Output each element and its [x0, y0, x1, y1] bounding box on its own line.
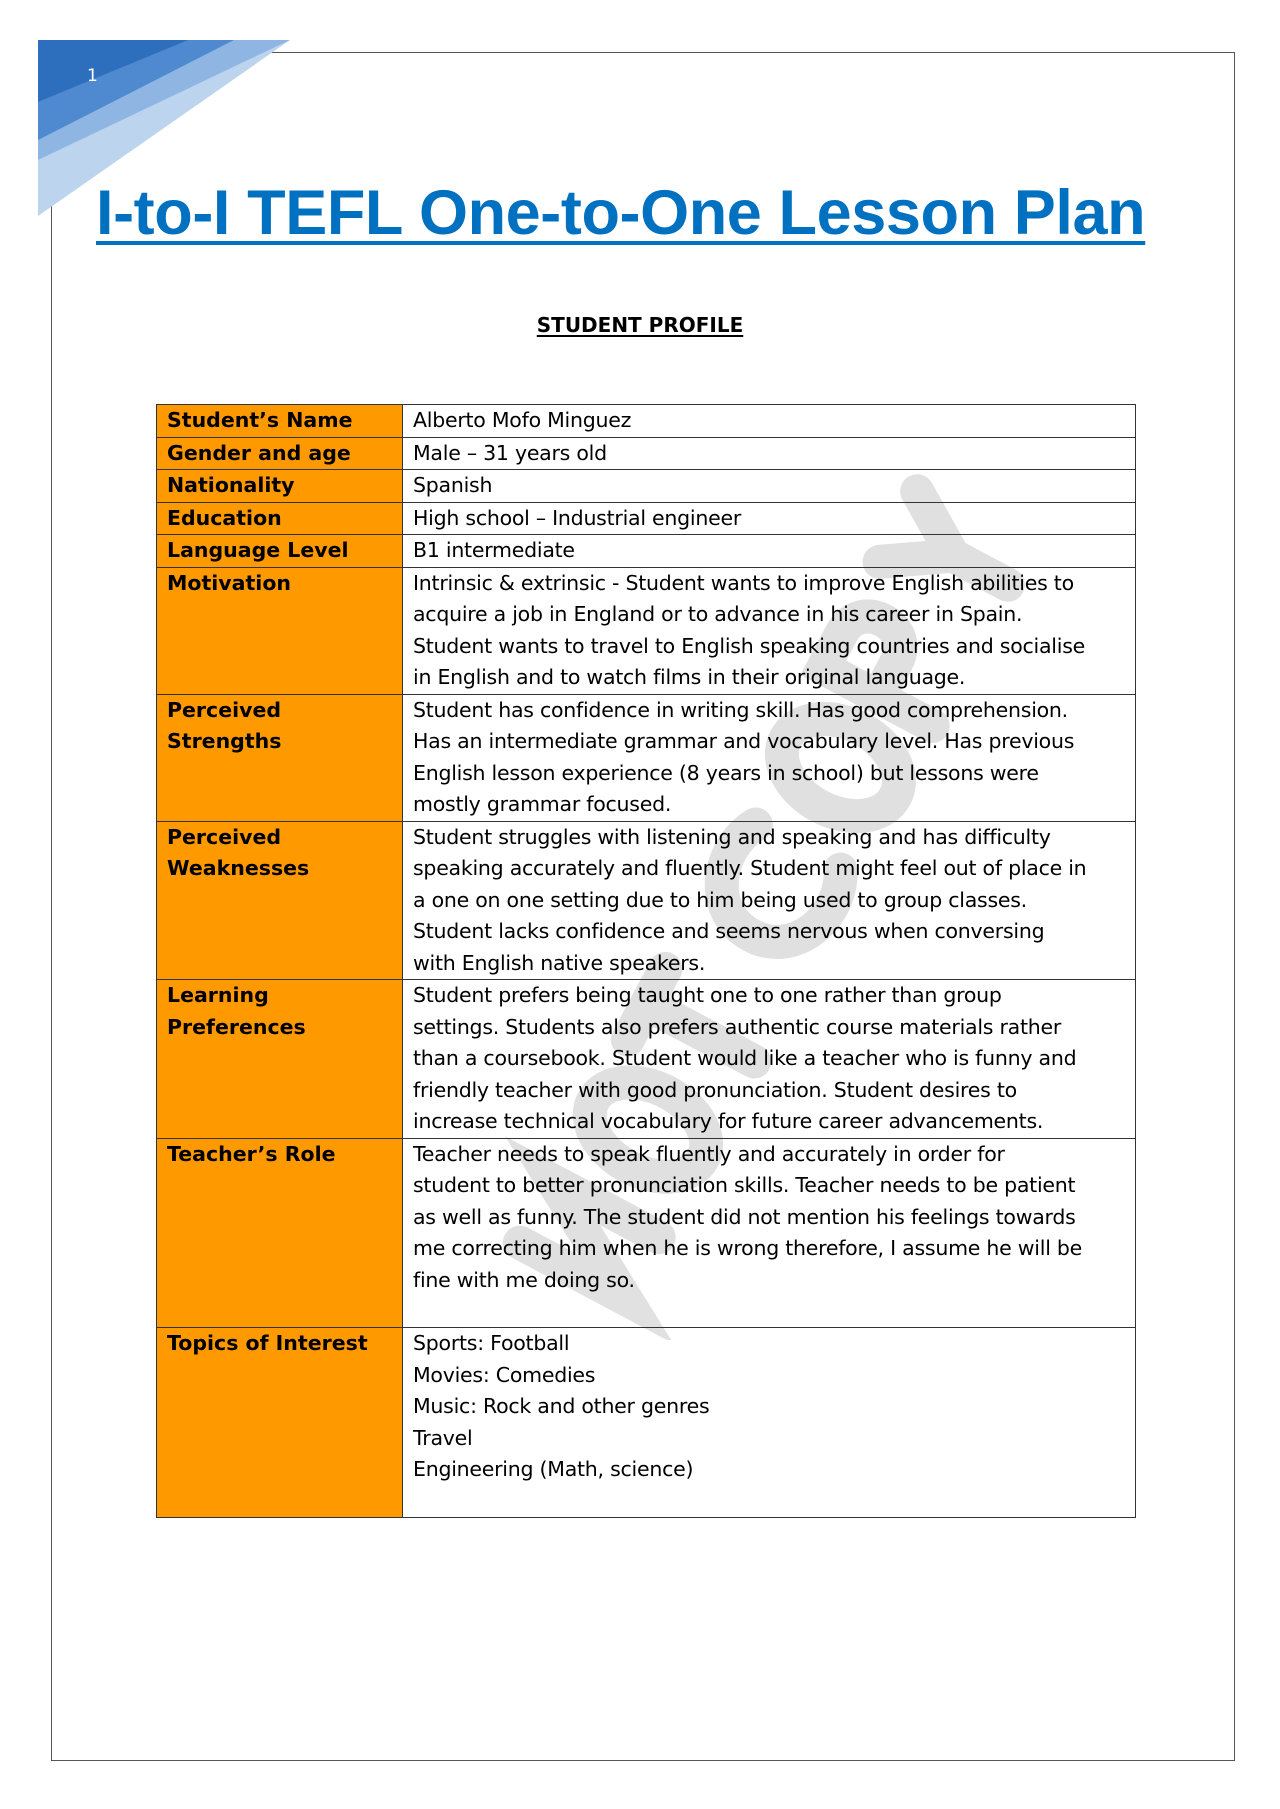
value-line: Student struggles with listening and speaking and has difficulty	[413, 824, 1051, 849]
value-line: Male – 31 years old	[413, 440, 607, 465]
value-line: High school – Industrial engineer	[413, 505, 742, 530]
value-line: a one on one setting due to him being used to group classes.	[413, 887, 1027, 912]
table-row	[157, 567, 1136, 694]
row-label-learning-preferences: Learning Preferences	[157, 980, 403, 1139]
row-value-perceived-weaknesses	[403, 821, 1136, 980]
row-value-education	[403, 502, 1136, 535]
value-line: increase technical vocabulary for future career advancements.	[413, 1109, 1044, 1133]
document-title: I-to-I TEFL One-to-One Lesson Plan	[96, 178, 1146, 248]
value-line: Spanish	[413, 473, 493, 497]
section-heading: STUDENT PROFILE	[536, 313, 744, 337]
table-row	[157, 980, 1136, 1139]
table-row	[157, 821, 1136, 980]
row-value-student-name	[403, 405, 1136, 438]
value-line: Engineering (Math, science)	[413, 1457, 694, 1481]
value-line: friendly teacher with good pronunciation. Student desires to	[413, 1077, 1017, 1102]
table-row	[157, 1138, 1136, 1328]
row-label-perceived-strengths: Perceived Strengths	[157, 694, 403, 821]
row-value-gender-age	[403, 437, 1136, 470]
value-line: Sports: Football	[413, 1331, 570, 1355]
value-line: than a coursebook. Student would like a teacher who is funny and	[413, 1046, 1077, 1070]
value-line: Intrinsic & extrinsic - Student wants to improve English abilities to	[413, 570, 1074, 595]
value-line: Student wants to travel to English speaking countries and socialise	[413, 633, 1085, 658]
value-line: with English native speakers.	[413, 950, 706, 975]
row-label-teachers-role: Teacher’s Role	[157, 1138, 403, 1328]
value-line: Teacher needs to speak fluently and accurately in order for	[413, 1141, 1005, 1166]
value-line: Student prefers being taught one to one rather than group	[413, 983, 1002, 1007]
row-value-teachers-role	[403, 1138, 1136, 1328]
value-line: Has an intermediate grammar and vocabulary level. Has previous	[413, 729, 1075, 753]
value-line: Music: Rock and other genres	[413, 1394, 710, 1418]
row-value-nationality	[403, 470, 1136, 503]
table-row	[157, 405, 1136, 438]
value-line: English lesson experience (8 years in school) but lessons were	[413, 760, 1039, 785]
value-line: acquire a job in England or to advance in his career in Spain.	[413, 602, 1023, 626]
row-label-student-name: Student’s Name	[157, 405, 403, 438]
row-label-education: Education	[157, 502, 403, 535]
row-label-nationality: Nationality	[157, 470, 403, 503]
value-line: B1 intermediate	[413, 538, 575, 562]
table-row	[157, 694, 1136, 821]
row-value-perceived-strengths	[403, 694, 1136, 821]
cell-spacer	[413, 1296, 1127, 1327]
row-value-learning-preferences	[403, 980, 1136, 1139]
table-row	[157, 502, 1136, 535]
row-label-language-level: Language Level	[157, 535, 403, 568]
value-line: mostly grammar focused.	[413, 792, 672, 816]
row-label-gender-age: Gender and age	[157, 437, 403, 470]
table-row	[157, 437, 1136, 470]
value-line: student to better pronunciation skills. Teacher needs to be patient	[413, 1173, 1076, 1197]
value-line: as well as funny. The student did not mention his feelings towards	[413, 1204, 1076, 1229]
row-value-topics-of-interest	[403, 1328, 1136, 1518]
row-label-topics-of-interest: Topics of Interest	[157, 1328, 403, 1518]
row-label-perceived-weaknesses: Perceived Weaknesses	[157, 821, 403, 980]
table-row	[157, 1328, 1136, 1518]
table-row	[157, 535, 1136, 568]
value-line: Student has confidence in writing skill. Has good comprehension.	[413, 697, 1068, 722]
value-line: Travel	[413, 1425, 473, 1450]
value-line: me correcting him when he is wrong therefore, I assume he will be	[413, 1236, 1083, 1260]
table-row	[157, 470, 1136, 503]
value-line: speaking accurately and fluently. Student might feel out of place in	[413, 856, 1087, 880]
value-line: Movies: Comedies	[413, 1362, 596, 1387]
value-line: Alberto Mofo Minguez	[413, 408, 632, 432]
value-line: settings. Students also prefers authentic course materials rather	[413, 1014, 1062, 1039]
value-line: in English and to watch films in their original language.	[413, 665, 966, 689]
value-line: fine with me doing so.	[413, 1267, 635, 1292]
page-number: 1	[87, 66, 98, 86]
row-value-language-level	[403, 535, 1136, 568]
value-line: Student lacks confidence and seems nervous when conversing	[413, 919, 1045, 943]
cell-spacer	[413, 1486, 1127, 1517]
row-value-motivation	[403, 567, 1136, 694]
row-label-motivation: Motivation	[157, 567, 403, 694]
student-profile-table	[156, 404, 1136, 1518]
